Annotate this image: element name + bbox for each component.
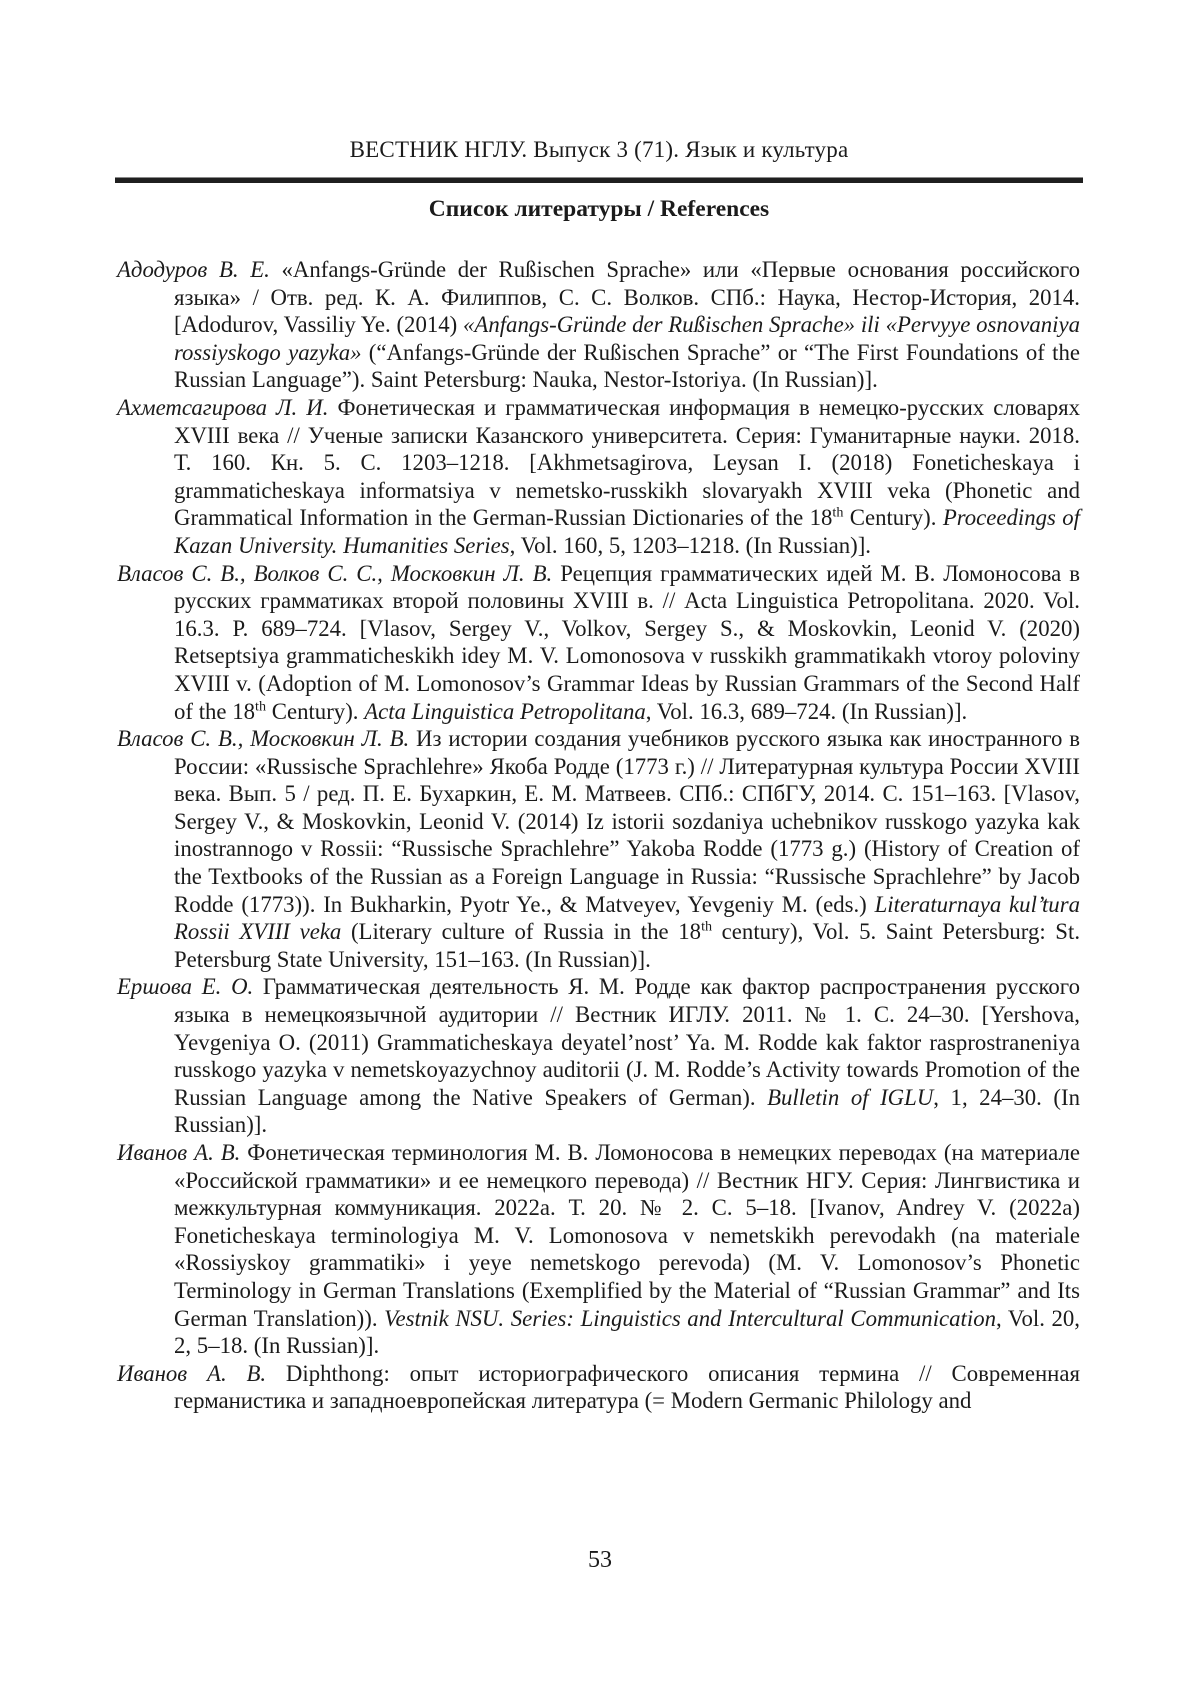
reference-entry [117, 973, 1080, 1139]
divider-rule [115, 177, 1083, 183]
reference-italic-run: Иванов А. В. [117, 1140, 241, 1165]
reference-italic-run: Адодуров В. Е. [117, 257, 270, 282]
reference-text-run: , Vol. 160, 5, 1203–1218. (In Russian)]. [509, 532, 871, 558]
reference-italic-run: Ершова Е. О. [117, 974, 254, 1000]
reference-list [117, 256, 1080, 1415]
ordinal-superscript: th [701, 918, 713, 935]
reference-italic-run: Vestnik NSU. Series: Linguistics and Intercultural Communication [384, 1305, 997, 1331]
reference-entry [117, 725, 1080, 973]
reference-text-run: , 1, 24–30. (In Russian)]. [174, 1084, 1080, 1138]
reference-entry [117, 256, 1080, 394]
ordinal-superscript: th [255, 697, 267, 714]
reference-text-run: (“Anfangs-Gründe der Rußischen Sprache” or “The First Foundations of the Russian Language”). Saint Petersburg: Nauka, Nestor-Istoriya. (In Russian)]. [174, 339, 1081, 393]
reference-text-run: Грамматическая деятельность Я. М. Родде как фактор распространения русского языка в немецкоязычной аудитории // Вестник ИГЛУ. 2011. № 1. С. 24–30. [Yershova, Yevgeniya O. (2011) Grammaticheskaya deyatel’nost’ Ya. M. Rodde kak faktor rasprostraneniya russkogo yazyka v nemetskoyazychnoy auditorii (J. M. Rodde’s Activity towards Promotion of the Russian Language among the Native Speakers of German). [174, 974, 1080, 1110]
ordinal-superscript: th [832, 504, 844, 521]
reference-italic-run: Proceedings of Kazan University. Humanities Series [174, 505, 1080, 558]
reference-entry [117, 1139, 1080, 1360]
reference-text-run: , Vol. 16.3, 689–724. (In Russian)]. [645, 698, 968, 724]
running-head: ВЕСТНИК НГЛУ. Выпуск 3 (71). Язык и культура [349, 137, 849, 162]
reference-text-run: , Vol. 20, 2, 5–18. (In Russian)]. [174, 1305, 1080, 1359]
reference-text-run: Из истории создания учебников русского языка как иностранного в России: «Russische Sprachlehre» Якоба Родде (1773 г.) // Литературная культура России XVIII века. Вып. 5 / ред. П. Е. Бухаркин, Е. М. Матвеев. СПб.: СПбГУ, 2014. С. 151–163. [Vlasov, Sergey V., & Moskovkin, Leonid V. (2014) Iz istorii sozdaniya uchebnikov russkogo yazyka kak inostrannogo v Rossii: “Russische Sprachlehre” Yakoba Rodde (1773 g.) (History of Creation of the Textbooks of the Russian as a Foreign Language in Russia: “Russische Sprachlehre” by Jacob Rodde (1773)). In Bukharkin, Pyotr Ye., & Matveyev, Yevgeniy M. (eds.) [174, 726, 1080, 917]
reference-text-run: Фонетическая терминология М. В. Ломоносова в немецких переводах (на материале «Российской грамматики» и ее немецкого перевода) // Вестник НГУ. Серия: Лингвистика и межкультурная коммуникация. 2022a. Т. 20. № 2. С. 5–18. [Ivanov, Andrey V. (2022a) Foneticheskaya terminologiya M. V. Lomonosova v nemetskikh perevodakh (na materiale «Rossiyskoy grammatiki» i yeye nemetskogo perevoda) (M. V. Lomonosov’s Phonetic Terminology in German Translations (Exemplified by the Material of “Russian Grammar” and Its German Translation)). [174, 1140, 1080, 1331]
reference-text-run: (Literary culture of Russia in the 18 [341, 919, 702, 945]
reference-text-run: Century). [843, 505, 943, 531]
reference-text-run: Century). [266, 698, 365, 724]
reference-italic-run: Literaturnaya kul’tura Rossii XVIII veka [174, 891, 1080, 945]
reference-italic-run: Ахметсагирова Л. И. [117, 394, 329, 420]
section-title: Список литературы / References [428, 196, 770, 222]
reference-text-run: Diphthong: опыт историографического описания термина // Современная германистика и западноевропейская литература (= Modern Germanic Philology and [174, 1360, 1080, 1414]
reference-italic-run: «Anfangs-Gründe der Rußischen Sprache» ili «Pervyye osnovaniya rossiyskogo yazyka» [174, 312, 1080, 365]
reference-italic-run: Власов С. В., Московкин Л. В. [117, 726, 410, 752]
reference-text-run: Фонетическая и грамматическая информация в немецко-русских словарях XVIII века // Ученые записки Казанского университета. Серия: Гуманитарные науки. 2018. Т. 160. Кн. 5. С. 1203–1218. [Akhmetsagirova, Leysan I. (2018) Foneticheskaya i grammaticheskaya informatsiya v nemetsko-russkikh slovaryakh XVIII veka (Phonetic and Grammatical Information in the German-Russian Dictionaries of the 18 [174, 394, 1080, 531]
reference-italic-run: Иванов А. В. [117, 1360, 267, 1386]
reference-italic-run: Acta Linguistica Petropolitana [364, 698, 646, 724]
reference-italic-run: Власов С. В., Волков С. С., Московкин Л. В. [117, 560, 553, 586]
reference-text-run: «Anfangs-Gründe der Rußischen Sprache» или «Первые основания российского языка» / Отв. ред. К. А. Филиппов, С. С. Волков. СПб.: Наука, Нестор-История, 2014. [Adodurov, Vassiliy Ye. (2014) [174, 257, 1080, 338]
reference-entry [117, 1360, 1080, 1415]
reference-italic-run: Bulletin of IGLU [767, 1084, 934, 1110]
reference-entry [117, 394, 1080, 560]
page-number: 53 [588, 1547, 612, 1573]
reference-text-run: century), Vol. 5. Saint Petersburg: St. Petersburg State University, 151–163. (In Russian)]. [174, 919, 1081, 972]
reference-entry [117, 560, 1080, 726]
reference-text-run: Рецепция грамматических идей М. В. Ломоносова в русских грамматиках второй половины XVIII в. // Acta Linguistica Petropolitana. 2020. Vol. 16.3. P. 689–724. [Vlasov, Sergey V., Volkov, Sergey S., & Moskovkin, Leonid V. (2020) Retseptsiya grammaticheskikh idey M. V. Lomonosova v russkikh grammatikakh vtoroy poloviny XVIII v. (Adoption of M. Lomonosov’s Grammar Ideas by Russian Grammars of the Second Half of the 18 [174, 560, 1080, 724]
